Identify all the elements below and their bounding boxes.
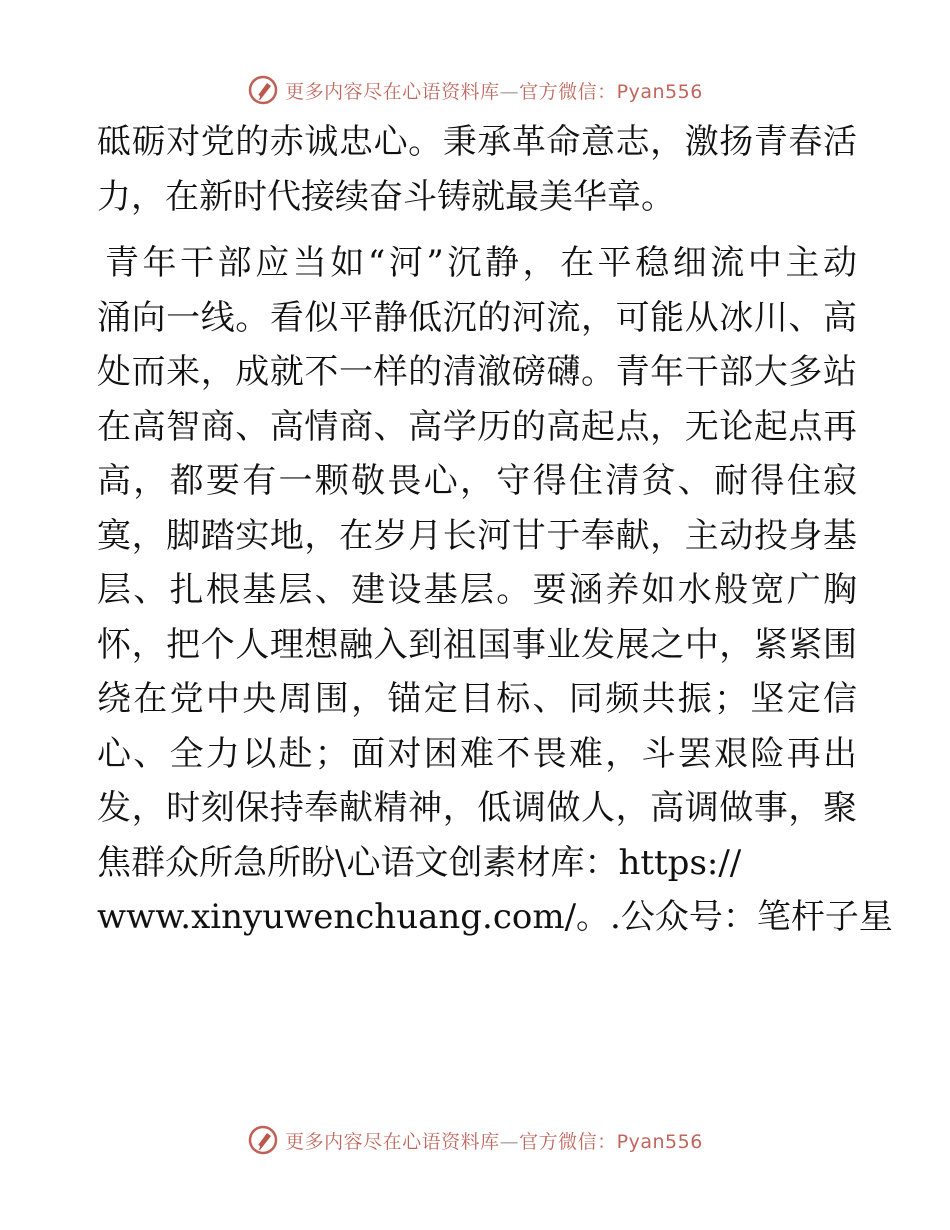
text-line: 层、扎根基层、建设基层。要涵养如水般宽广胸 [97, 570, 857, 610]
banner-wechat: 官方微信：Pyan556 [519, 80, 703, 103]
banner-text-main: 更多内容尽在心语资料库 [285, 1130, 500, 1153]
text-line: 心、全力以赴；面对困难不畏难，斗罢艰险再出 [97, 733, 857, 774]
pen-nib-logo-icon [247, 1124, 279, 1156]
banner-dash: — [499, 1130, 520, 1153]
paragraph-2 [97, 236, 893, 945]
banner-text [285, 1127, 703, 1154]
banner-wechat: 官方微信：Pyan556 [519, 1130, 703, 1153]
document-body [97, 115, 893, 945]
pen-nib-logo-icon [247, 74, 279, 106]
text-line: 青年干部应当如“河”沉静，在平稳细流中主动 [105, 243, 857, 283]
text-line: 怀，把个人理想融入到祖国事业发展之中，紧紧围 [97, 624, 857, 665]
banner-text [285, 77, 703, 104]
text-line: 焦群众所急所盼\心语文创素材库：https:// [97, 842, 742, 883]
banner-dash: — [499, 80, 520, 103]
text-line: 砥砺对党的赤诚忠心。秉承革命意志，激扬青春活 [97, 122, 857, 162]
text-line: 寞，脚踏实地，在岁月长河甘于奉献，主动投身基 [97, 515, 857, 556]
text-line: 高，都要有一颗敬畏心，守得住清贫、耐得住寂 [97, 461, 857, 501]
text-line: 力，在新时代接续奋斗铸就最美华章。 [97, 176, 675, 217]
text-line: www.xinyuwenchuang.com/。.公众号：笔杆子星 [97, 897, 893, 937]
text-line: 在高智商、高情商、高学历的高起点，无论起点再 [97, 406, 857, 447]
header-banner [0, 70, 950, 110]
paragraph-1 [97, 115, 857, 224]
text-line: 发，时刻保持奉献精神，低调做人，高调做事，聚 [97, 788, 857, 828]
text-line: 处而来，成就不一样的清澈磅礴。青年干部大多站 [97, 352, 857, 392]
text-line: 绕在党中央周围，锚定目标、同频共振；坚定信 [97, 679, 857, 719]
text-line: 涌向一线。看似平静低沉的河流，可能从冰川、高 [97, 297, 857, 338]
footer-banner [0, 1120, 950, 1160]
banner-text-main: 更多内容尽在心语资料库 [285, 80, 500, 103]
